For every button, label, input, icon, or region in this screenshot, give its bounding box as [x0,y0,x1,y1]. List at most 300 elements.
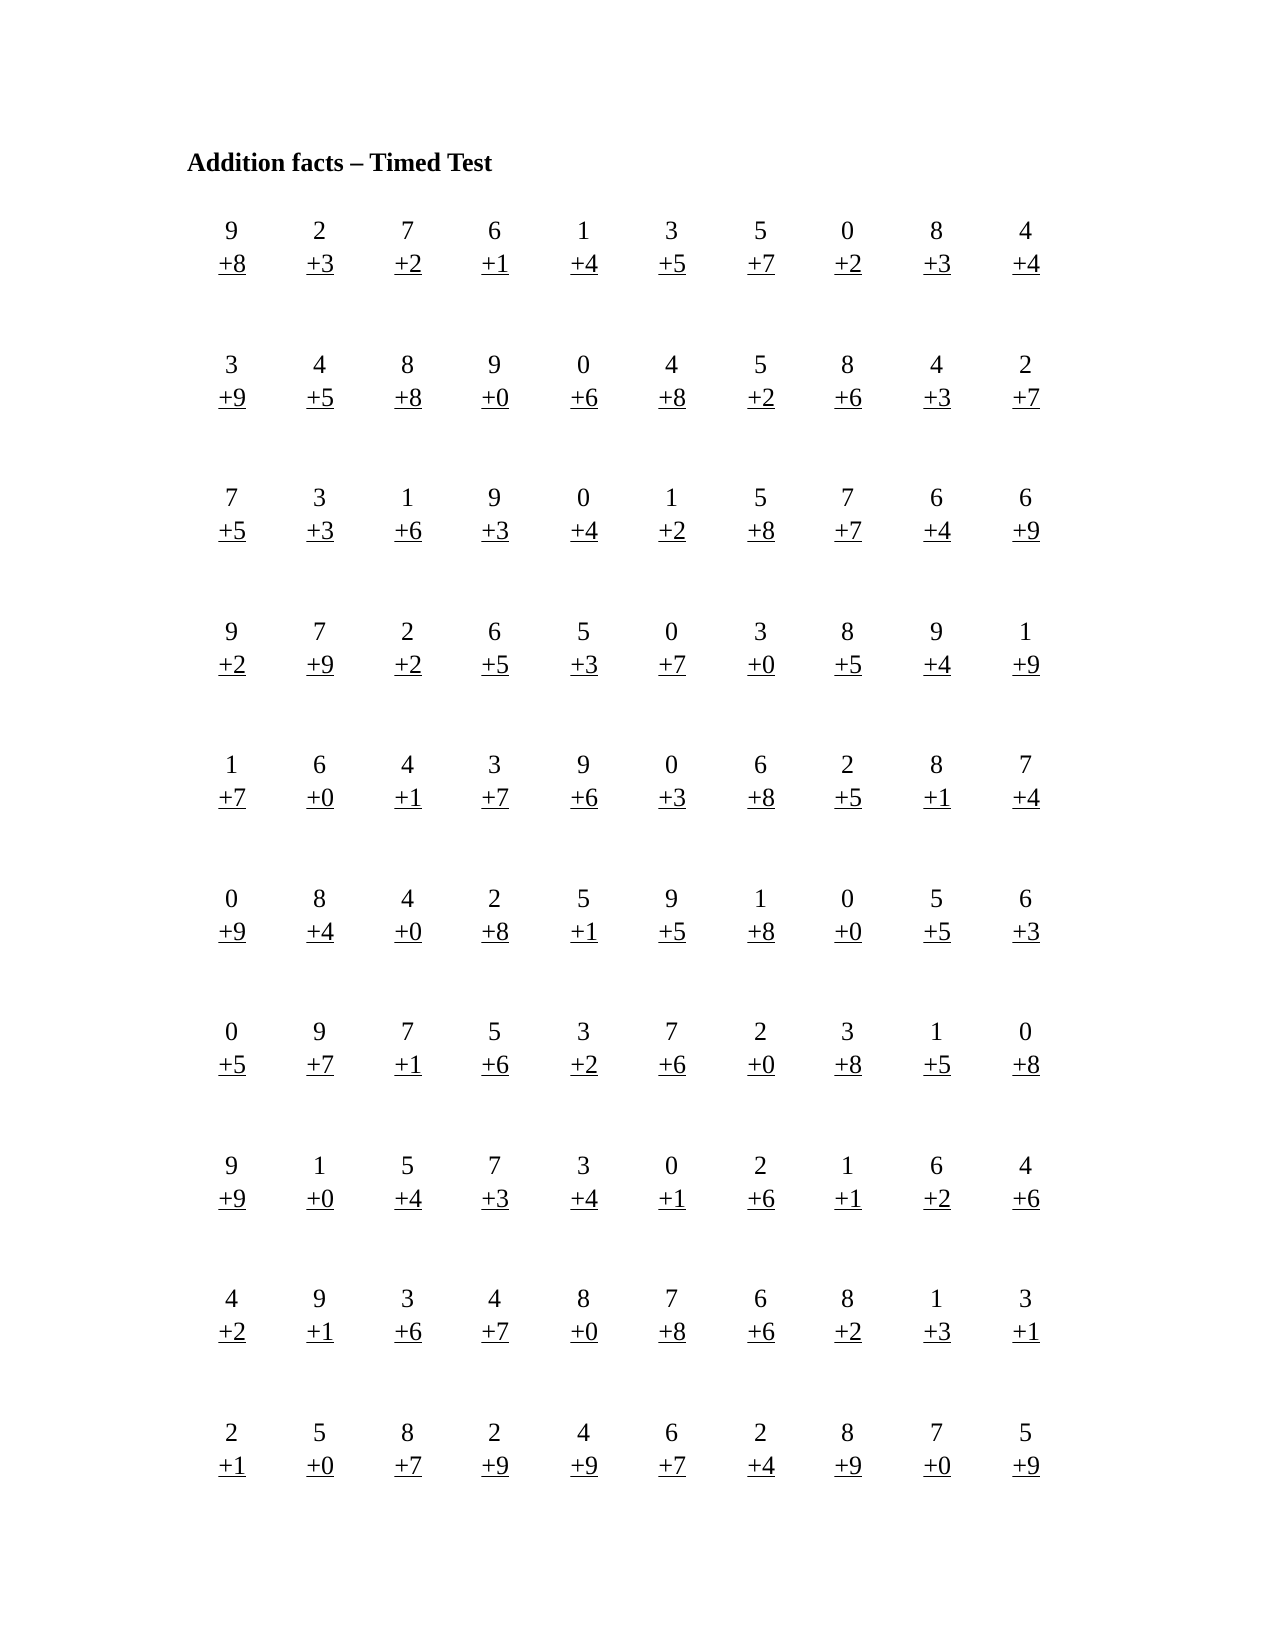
addition-problem [626,882,686,948]
problem-addend-top: 1 [1019,617,1032,646]
problem-addend-bottom [449,1182,509,1215]
problem-addend-bottom [715,648,775,681]
problem-addend-bottom-text: +7 [658,650,686,679]
addition-problem [538,1282,598,1348]
problem-addend-bottom [449,1449,509,1482]
problem-addend-top: 3 [577,1151,590,1180]
addition-problem [715,748,775,814]
problem-addend-bottom [715,1048,775,1081]
problem-addend-bottom [715,781,775,814]
problem-addend-bottom [715,915,775,948]
problem-addend-bottom [274,247,334,280]
problem-addend-bottom [449,648,509,681]
problem-addend-bottom-text: +1 [570,917,598,946]
problem-addend-top: 6 [930,1151,943,1180]
addition-problem [891,1149,951,1215]
problem-addend-bottom-text: +2 [394,650,422,679]
addition-problem [274,214,334,280]
problem-addend-bottom [362,1449,422,1482]
addition-problem [538,1416,598,1482]
addition-problem [626,348,686,414]
problem-addend-bottom-text: +5 [834,650,862,679]
problem-addend-top: 4 [1019,1151,1032,1180]
problem-addend-bottom-text: +3 [306,249,334,278]
addition-problem [891,481,951,547]
problem-addend-bottom-text: +1 [394,1050,422,1079]
addition-problem [891,1282,951,1348]
problem-addend-bottom-text: +9 [481,1451,509,1480]
problem-addend-bottom-text: +2 [747,383,775,412]
addition-problem [274,1282,334,1348]
problem-addend-top: 5 [577,617,590,646]
problem-addend-bottom-text: +1 [1012,1317,1040,1346]
addition-problem [626,1416,686,1482]
problem-addend-top: 0 [841,216,854,245]
problem-addend-bottom [891,648,951,681]
problem-addend-bottom [802,1182,862,1215]
problem-addend-bottom [626,381,686,414]
problem-addend-bottom-text: +0 [394,917,422,946]
problem-addend-bottom-text: +9 [306,650,334,679]
problem-addend-top: 3 [401,1284,414,1313]
addition-problem [626,1282,686,1348]
problem-addend-top: 0 [577,350,590,379]
problem-addend-top: 8 [313,884,326,913]
problem-addend-top: 8 [577,1284,590,1313]
problem-addend-top: 5 [754,483,767,512]
addition-problem [715,1416,775,1482]
problem-addend-bottom-text: +0 [306,783,334,812]
problem-addend-bottom [715,247,775,280]
addition-problem [715,615,775,681]
problem-addend-bottom [980,1315,1040,1348]
addition-problem [802,214,862,280]
problem-addend-top: 8 [841,1418,854,1447]
problem-addend-top: 3 [488,750,501,779]
addition-problem [274,882,334,948]
problem-addend-bottom [802,1449,862,1482]
problem-addend-top: 0 [841,884,854,913]
problem-addend-top: 7 [930,1418,943,1447]
problem-addend-top: 1 [313,1151,326,1180]
addition-problem [538,615,598,681]
problem-addend-top: 9 [225,1151,238,1180]
addition-problem [186,481,246,547]
problem-addend-bottom-text: +7 [481,783,509,812]
addition-problem [715,1282,775,1348]
problem-addend-bottom-text: +3 [923,383,951,412]
problem-addend-bottom [980,1048,1040,1081]
problem-addend-bottom-text: +0 [481,383,509,412]
addition-problem [538,1015,598,1081]
problem-addend-top: 7 [665,1284,678,1313]
addition-problem [538,214,598,280]
addition-problem [715,481,775,547]
problem-addend-bottom [538,1048,598,1081]
addition-problem [449,615,509,681]
problem-addend-top: 6 [313,750,326,779]
problem-addend-bottom-text: +9 [570,1451,598,1480]
addition-problem [449,481,509,547]
problem-addend-top: 9 [488,483,501,512]
addition-problem [362,882,422,948]
addition-problem [449,214,509,280]
problem-addend-bottom [538,648,598,681]
problem-addend-bottom [715,1315,775,1348]
problem-addend-bottom [538,781,598,814]
addition-problem [626,615,686,681]
problem-addend-top: 0 [665,750,678,779]
problem-addend-bottom-text: +1 [218,1451,246,1480]
problem-addend-top: 1 [841,1151,854,1180]
addition-problem [274,615,334,681]
problem-addend-bottom [626,781,686,814]
addition-problem [980,882,1040,948]
problem-addend-top: 2 [488,1418,501,1447]
problem-addend-bottom-text: +9 [1012,1451,1040,1480]
problem-addend-bottom [802,915,862,948]
problem-addend-bottom [186,648,246,681]
problem-addend-top: 3 [225,350,238,379]
problem-addend-bottom-text: +6 [394,1317,422,1346]
problem-addend-bottom-text: +3 [306,516,334,545]
problem-addend-top: 3 [841,1017,854,1046]
worksheet-title: Addition facts – Timed Test [187,148,493,177]
problem-addend-bottom [186,381,246,414]
addition-problem [802,1149,862,1215]
problem-addend-bottom-text: +8 [658,1317,686,1346]
problem-addend-bottom [274,381,334,414]
problem-addend-bottom-text: +8 [658,383,686,412]
problem-addend-bottom [626,648,686,681]
addition-problem [538,882,598,948]
problem-addend-bottom [274,1315,334,1348]
problem-addend-top: 9 [313,1017,326,1046]
addition-problem [802,1416,862,1482]
addition-problem [891,214,951,280]
problem-addend-bottom [186,781,246,814]
addition-problem [186,748,246,814]
problem-addend-bottom-text: +2 [923,1184,951,1213]
problem-addend-top: 4 [930,350,943,379]
problem-addend-top: 4 [313,350,326,379]
problem-addend-bottom-text: +5 [306,383,334,412]
problem-addend-bottom-text: +8 [834,1050,862,1079]
problem-addend-top: 1 [930,1284,943,1313]
problem-addend-bottom [538,1449,598,1482]
problem-addend-top: 3 [665,216,678,245]
problem-addend-bottom-text: +6 [658,1050,686,1079]
problem-addend-top: 7 [401,1017,414,1046]
addition-problem [715,1015,775,1081]
addition-problem [274,1149,334,1215]
problem-addend-bottom-text: +6 [570,783,598,812]
problem-addend-bottom [274,1182,334,1215]
problem-addend-bottom-text: +8 [1012,1050,1040,1079]
problem-addend-bottom [186,1449,246,1482]
problem-addend-bottom-text: +7 [481,1317,509,1346]
problem-addend-bottom [980,1182,1040,1215]
problem-addend-bottom [186,514,246,547]
problem-addend-bottom-text: +5 [658,917,686,946]
addition-problem [449,1282,509,1348]
addition-problem [980,748,1040,814]
problem-addend-top: 0 [225,884,238,913]
problem-addend-bottom-text: +5 [923,1050,951,1079]
problem-addend-bottom [626,1315,686,1348]
addition-problem [362,481,422,547]
problem-addend-top: 6 [488,617,501,646]
problem-addend-bottom-text: +0 [834,917,862,946]
problem-addend-top: 6 [754,750,767,779]
addition-problem [891,1015,951,1081]
problem-addend-bottom-text: +2 [394,249,422,278]
problem-addend-top: 6 [754,1284,767,1313]
problem-addend-top: 8 [841,350,854,379]
addition-problem [186,1282,246,1348]
addition-problem [362,1282,422,1348]
addition-problem [186,615,246,681]
problem-addend-bottom [538,915,598,948]
addition-problem [980,481,1040,547]
addition-problem [802,481,862,547]
problem-addend-bottom-text: +1 [306,1317,334,1346]
problem-addend-bottom [274,1449,334,1482]
problem-addend-bottom-text: +0 [747,1050,775,1079]
problem-addend-bottom-text: +0 [306,1451,334,1480]
addition-problem [802,1282,862,1348]
addition-problem [362,214,422,280]
problem-addend-top: 7 [488,1151,501,1180]
problem-addend-bottom-text: +5 [658,249,686,278]
problem-addend-bottom-text: +9 [1012,650,1040,679]
problem-addend-bottom-text: +8 [394,383,422,412]
addition-problem [891,615,951,681]
addition-problem [802,348,862,414]
problem-addend-bottom [362,381,422,414]
problem-addend-top: 9 [488,350,501,379]
problem-addend-bottom-text: +9 [218,383,246,412]
addition-problem [362,1015,422,1081]
problem-addend-top: 9 [225,216,238,245]
problem-addend-bottom-text: +3 [481,516,509,545]
problem-addend-bottom-text: +8 [747,783,775,812]
problem-addend-bottom-text: +2 [218,1317,246,1346]
addition-problem [980,214,1040,280]
addition-problem [449,348,509,414]
problem-addend-top: 2 [754,1418,767,1447]
problem-addend-top: 9 [313,1284,326,1313]
problem-addend-bottom [802,247,862,280]
addition-problem [980,1282,1040,1348]
problem-addend-bottom-text: +6 [1012,1184,1040,1213]
addition-problem [715,882,775,948]
addition-problem [715,1149,775,1215]
problem-addend-bottom [891,781,951,814]
problem-addend-bottom-text: +9 [218,1184,246,1213]
problem-addend-top: 8 [401,1418,414,1447]
addition-problem [891,748,951,814]
addition-problem [362,748,422,814]
problem-addend-top: 4 [225,1284,238,1313]
addition-problem [362,1416,422,1482]
problem-addend-top: 5 [488,1017,501,1046]
problem-addend-top: 3 [1019,1284,1032,1313]
problem-addend-bottom-text: +8 [218,249,246,278]
problem-addend-bottom [274,915,334,948]
problem-addend-top: 6 [930,483,943,512]
problem-addend-bottom-text: +0 [570,1317,598,1346]
problem-addend-bottom [802,781,862,814]
problem-addend-top: 5 [313,1418,326,1447]
problem-addend-bottom-text: +5 [218,516,246,545]
problem-addend-bottom [626,1048,686,1081]
problem-addend-bottom [802,381,862,414]
addition-problem [362,348,422,414]
problem-addend-bottom-text: +2 [570,1050,598,1079]
problem-addend-top: 2 [313,216,326,245]
addition-problem [538,748,598,814]
addition-problem [186,882,246,948]
problem-addend-top: 9 [225,617,238,646]
problem-addend-bottom [715,514,775,547]
problem-addend-bottom [274,648,334,681]
problem-addend-bottom-text: +1 [658,1184,686,1213]
addition-problem [980,1149,1040,1215]
addition-problem [802,748,862,814]
problem-addend-top: 4 [401,884,414,913]
problem-addend-bottom-text: +4 [570,1184,598,1213]
problem-addend-top: 8 [930,750,943,779]
problem-addend-top: 4 [1019,216,1032,245]
problem-addend-bottom-text: +4 [747,1451,775,1480]
addition-problem [715,214,775,280]
problem-addend-bottom-text: +1 [923,783,951,812]
problem-addend-top: 9 [665,884,678,913]
problem-addend-top: 4 [401,750,414,779]
problem-addend-top: 1 [225,750,238,779]
problem-addend-bottom-text: +3 [923,1317,951,1346]
problem-addend-top: 1 [577,216,590,245]
problem-addend-top: 2 [488,884,501,913]
problem-addend-top: 7 [313,617,326,646]
problem-addend-bottom-text: +2 [834,1317,862,1346]
problem-addend-bottom-text: +8 [747,516,775,545]
problem-addend-top: 4 [488,1284,501,1313]
problem-addend-bottom [274,514,334,547]
addition-problem [802,615,862,681]
problem-addend-bottom [186,1048,246,1081]
problem-addend-bottom-text: +7 [306,1050,334,1079]
problem-addend-bottom [538,381,598,414]
problem-addend-top: 0 [577,483,590,512]
problem-addend-bottom-text: +2 [218,650,246,679]
problem-addend-top: 5 [401,1151,414,1180]
problem-addend-top: 1 [754,884,767,913]
problem-addend-top: 3 [313,483,326,512]
problem-addend-top: 0 [665,617,678,646]
problem-addend-bottom-text: +4 [923,650,951,679]
problem-addend-bottom-text: +3 [481,1184,509,1213]
problem-addend-bottom [538,1182,598,1215]
problem-addend-bottom [449,781,509,814]
problem-addend-bottom-text: +9 [1012,516,1040,545]
problem-addend-top: 7 [1019,750,1032,779]
addition-problem [626,481,686,547]
addition-problem [891,1416,951,1482]
problem-addend-bottom-text: +0 [923,1451,951,1480]
problem-addend-bottom-text: +4 [1012,249,1040,278]
problem-addend-bottom-text: +4 [570,249,598,278]
problem-addend-top: 9 [577,750,590,779]
problem-addend-bottom-text: +7 [218,783,246,812]
problem-addend-bottom-text: +4 [1012,783,1040,812]
problem-addend-top: 1 [665,483,678,512]
problem-addend-bottom-text: +7 [394,1451,422,1480]
problem-addend-bottom [626,1182,686,1215]
addition-problem [626,748,686,814]
problem-addend-bottom-text: +8 [481,917,509,946]
problem-addend-bottom [891,247,951,280]
problem-addend-top: 7 [225,483,238,512]
problem-addend-bottom [538,1315,598,1348]
problem-addend-bottom-text: +7 [658,1451,686,1480]
problem-addend-bottom-text: +4 [923,516,951,545]
problem-addend-bottom-text: +6 [747,1184,775,1213]
problem-addend-bottom [980,648,1040,681]
problem-addend-bottom [891,514,951,547]
problem-addend-bottom [186,915,246,948]
problem-addend-bottom [891,381,951,414]
addition-problem [449,748,509,814]
addition-problem [538,481,598,547]
problem-addend-bottom-text: +6 [481,1050,509,1079]
addition-problem [274,481,334,547]
problem-addend-top: 7 [841,483,854,512]
problem-addend-bottom [626,514,686,547]
problem-addend-bottom [186,1315,246,1348]
problem-addend-top: 4 [577,1418,590,1447]
problem-addend-bottom-text: +6 [570,383,598,412]
problem-addend-top: 1 [930,1017,943,1046]
problem-addend-bottom [362,1182,422,1215]
addition-problem [538,1149,598,1215]
problem-addend-top: 0 [1019,1017,1032,1046]
problem-addend-bottom [980,915,1040,948]
problem-addend-bottom [980,247,1040,280]
problem-addend-bottom [802,648,862,681]
addition-problem [274,1416,334,1482]
problem-addend-top: 2 [401,617,414,646]
problem-addend-top: 5 [930,884,943,913]
addition-problem [362,1149,422,1215]
problem-addend-bottom-text: +5 [218,1050,246,1079]
problem-addend-bottom-text: +3 [1012,917,1040,946]
problem-addend-top: 5 [754,216,767,245]
addition-problem [626,1149,686,1215]
addition-problem [980,1416,1040,1482]
addition-problem [449,1149,509,1215]
problem-addend-top: 9 [930,617,943,646]
problem-addend-top: 5 [754,350,767,379]
problem-addend-top: 8 [401,350,414,379]
problem-addend-bottom [626,1449,686,1482]
problem-addend-bottom [449,915,509,948]
problem-addend-bottom-text: +0 [306,1184,334,1213]
problem-addend-bottom-text: +5 [481,650,509,679]
problem-addend-bottom [891,1449,951,1482]
problem-addend-bottom [186,247,246,280]
